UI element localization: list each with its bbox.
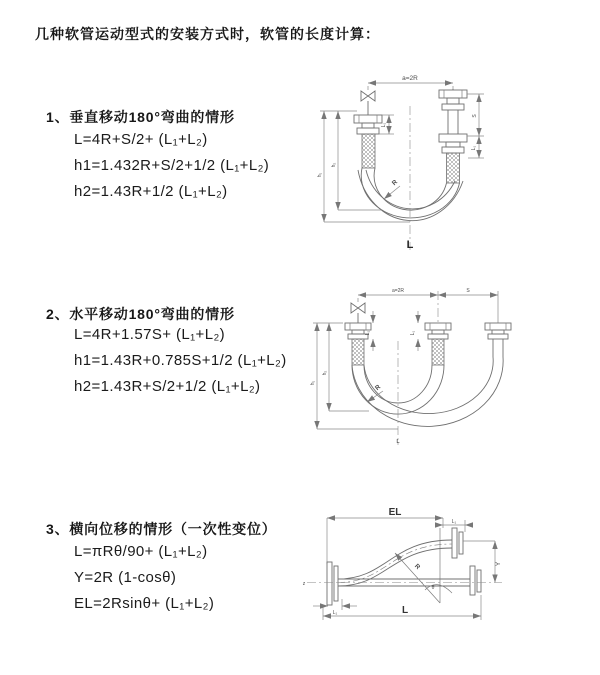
dim-h2-label: h₂ [331, 162, 337, 168]
diagram-horizontal-u-bend [305, 283, 600, 468]
braided-hose-left [362, 134, 375, 168]
formula-s1-L: L=4R+S/2+ (L₁+L₂) [74, 131, 208, 148]
left-flange [327, 562, 338, 605]
length-label: L [396, 439, 400, 445]
dim-span [368, 75, 453, 90]
length-label: L [406, 239, 414, 251]
dim-l1-left-label: L₁ [332, 610, 338, 616]
formula-s3-L: L=πRθ/90+ (L₁+L₂) [74, 543, 208, 560]
dim-s-label: S [466, 288, 470, 294]
dim-l-label: L [401, 605, 409, 616]
dim-l1-mid [410, 311, 418, 351]
u-bend-hoses [352, 357, 503, 426]
valve-icon [351, 303, 365, 323]
dim-y [463, 541, 502, 583]
middle-flange [425, 323, 451, 339]
dim-l1-left [379, 115, 394, 134]
braided-hose-right [447, 153, 460, 183]
dim-h1-label: h₁ [317, 172, 323, 178]
dim-l1-top [435, 519, 473, 532]
dim-l1-left-label: L₁ [365, 330, 371, 336]
formula-s2-L: L=4R+1.57S+ (L₁+L₂) [74, 326, 226, 343]
formula-s1-h1: h1=1.432R+S/2+1/2 (L₁+L₂) [74, 157, 270, 174]
radius-label: R [412, 562, 422, 572]
dim-h2-label: h₂ [322, 370, 328, 376]
formula-s2-h1: h1=1.43R+0.785S+1/2 (L₁+L₂) [74, 352, 287, 369]
dim-l1-mid-label: L₁ [410, 330, 416, 336]
braided-hose-left [352, 339, 364, 365]
right-flange-stack [439, 89, 467, 153]
dim-l1-left [365, 311, 373, 351]
dim-l1-left [313, 599, 357, 616]
right-flange [485, 323, 511, 357]
formula-s3-EL: EL=2Rsinθ+ (L₁+L₂) [74, 595, 215, 612]
radius-construction [395, 528, 452, 603]
radius-label: R [373, 383, 383, 393]
radius-callout [384, 179, 400, 199]
centerline-break-mark: z [302, 581, 306, 587]
dim-l1-left-label: L₁ [381, 122, 387, 128]
dim-l1-right-label: L₁ [471, 145, 477, 151]
right-flange [470, 566, 481, 595]
page-title: 几种软管运动型式的安装方式时，软管的长度计算： [35, 26, 380, 42]
dim-el [327, 507, 443, 564]
radius-label: R [390, 178, 400, 188]
valve-icon [361, 91, 375, 115]
dim-s-label: S [472, 114, 478, 118]
dim-span-label: a=2R [391, 288, 405, 294]
dim-l [323, 595, 481, 620]
dim-l1-top-label: L₁ [451, 519, 457, 525]
theta-label: θ [431, 585, 435, 591]
dim-stroke-s [467, 94, 484, 158]
dim-el-label: EL [388, 507, 402, 518]
dim-h1-label: h₁ [310, 380, 316, 386]
dim-y-label: Y [495, 561, 502, 567]
top-right-flange [452, 528, 463, 558]
diagram-lateral-displacement [295, 498, 600, 648]
formula-s3-Y: Y=2R (1-cosθ) [74, 569, 177, 586]
braided-hose-middle [432, 339, 444, 365]
diagram-vertical-u-bend [312, 70, 600, 262]
formula-s2-h2: h2=1.43R+S/2+1/2 (L₁+L₂) [74, 378, 261, 395]
formula-s1-h2: h2=1.43R+1/2 (L₁+L₂) [74, 183, 228, 200]
left-flange [354, 115, 382, 134]
dim-span [358, 288, 498, 325]
section-2-heading: 2、水平移动180°弯曲的情形 [46, 306, 235, 322]
section-3-heading: 3、横向位移的情形（一次性变位） [46, 521, 277, 537]
dim-span-label: a=2R [402, 75, 418, 82]
section-1-heading: 1、垂直移动180°弯曲的情形 [46, 109, 235, 125]
